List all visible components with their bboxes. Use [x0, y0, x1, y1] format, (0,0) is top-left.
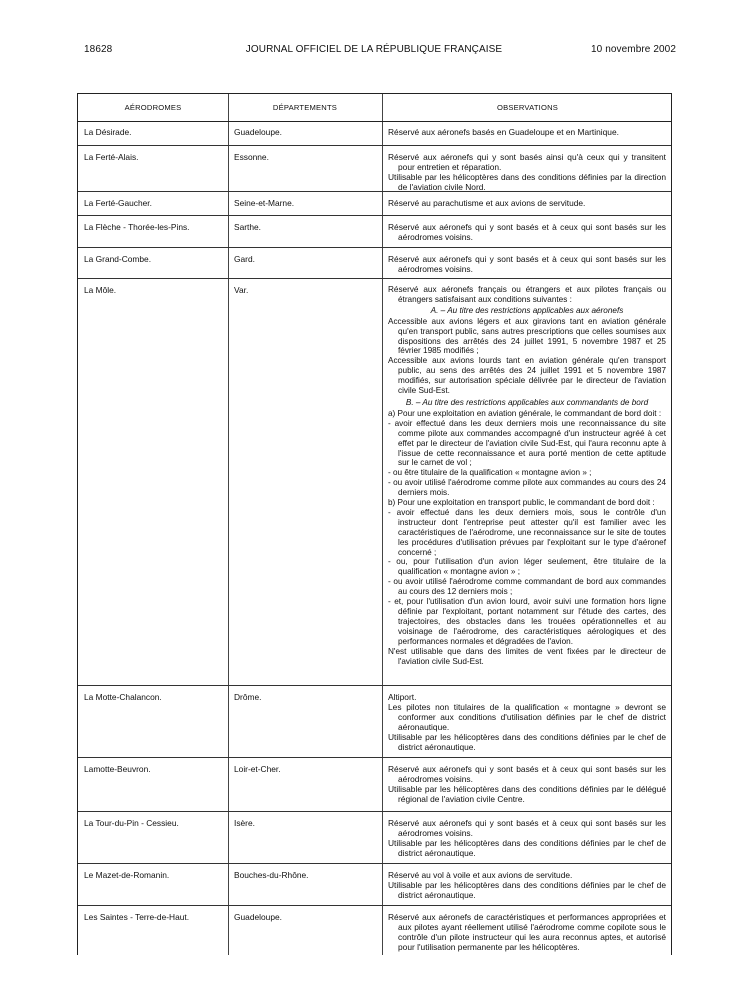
table-row	[78, 216, 671, 248]
departement-name: Guadeloupe.	[234, 127, 282, 137]
observations	[388, 127, 666, 137]
observation-line: Réservé aux aéronefs qui y sont basés et à ceux qui sont basés sur les aérodromes voisins.	[388, 254, 666, 274]
departement-name: Seine-et-Marne.	[234, 198, 295, 208]
observation-line: Utilisable par les hélicoptères dans des conditions définies par le délégué régional de l'aviation civile Centre.	[388, 784, 666, 804]
observation-line: Les pilotes non titulaires de la qualification « montagne » devront se conformer aux conditions d'utilisation définies par le chef de district aéronautique.	[388, 702, 666, 732]
observation-line: Réservé aux aéronefs français ou étrangers et aux pilotes français ou étrangers satisfaisant aux conditions suivantes :	[388, 285, 666, 304]
observation-line: b) Pour une exploitation en transport public, le commandant de bord doit :	[388, 498, 655, 508]
observation-line: - ou être titulaire de la qualification « montagne avion » ;	[388, 468, 592, 478]
observation-subheading: B. – Au titre des restrictions applicables aux commandants de bord	[405, 397, 649, 407]
aerodromes-table	[77, 93, 672, 955]
observation-line: - et, pour l'utilisation d'un avion lourd, avoir suivi une formation hors ligne définie par l'exploitant, portant notamment sur l'étude des cartes, des trajectoires, des obstacles dans les trouées opérationnelles et au voisinage de l'aérodrome, des caractéristiques aérologiques et des performances normales et dégradées de l'avion.	[388, 597, 666, 646]
observation-line: Accessible aux avions légers et aux giravions tant en aviation générale qu'en transport public, sans autres prescriptions que celles soumises aux dispositions des arrêtés des 24 juillet 1991, 5 novembre 1987 et 25 février 1985 modifiés ;	[388, 316, 666, 356]
column-header-aerodromes: AÉRODROMES	[124, 103, 182, 112]
table-row	[78, 758, 671, 812]
observation-line: Réservé au vol à voile et aux avions de servitude.	[388, 870, 573, 880]
column-header-observations: OBSERVATIONS	[496, 103, 559, 112]
aerodrome-name: La Grand-Combe.	[84, 254, 152, 264]
observation-line: Altiport.	[388, 692, 417, 702]
table-row	[78, 121, 671, 146]
table-row	[78, 812, 671, 864]
aerodrome-name: La Ferté-Gaucher.	[84, 198, 152, 208]
table-row	[78, 686, 671, 758]
aerodrome-name: La Motte-Chalancon.	[84, 692, 162, 702]
departement-name: Guadeloupe.	[234, 912, 282, 922]
observation-line: Réservé aux aéronefs qui y sont basés et à ceux qui sont basés sur les aérodromes voisins.	[388, 818, 666, 838]
aerodrome-name: La Môle.	[84, 285, 117, 295]
aerodrome-name: La Ferté-Alais.	[84, 152, 139, 162]
aerodrome-name: Les Saintes - Terre-de-Haut.	[84, 912, 190, 922]
observation-line: Réservé aux aéronefs basés en Guadeloupe et en Martinique.	[388, 127, 619, 137]
observation-line: a) Pour une exploitation en aviation générale, le commandant de bord doit :	[388, 408, 662, 418]
observations	[388, 764, 666, 804]
journal-title: JOURNAL OFFICIEL DE LA RÉPUBLIQUE FRANÇAISE	[245, 44, 503, 55]
observation-line: Utilisable par les hélicoptères dans des conditions définies par le chef de district aéronautique.	[388, 732, 666, 752]
observations	[388, 285, 666, 666]
observations	[388, 198, 666, 208]
aerodrome-name: Lamotte-Beuvron.	[84, 764, 151, 774]
table-row	[78, 279, 671, 686]
departement-name: Gard.	[234, 254, 255, 264]
departement-name: Bouches-du-Rhône.	[234, 870, 309, 880]
departement-name: Drôme.	[234, 692, 262, 702]
table-row	[78, 146, 671, 192]
observation-line: - ou, pour l'utilisation d'un avion léger seulement, être titulaire de la qualification « montagne avion » ;	[388, 557, 666, 577]
observation-line: Accessible aux avions lourds tant en aviation générale qu'en transport public, au sens des arrêtés des 24 juillet 1991 et 5 novembre 1987 modifiés, sur autorisation spéciale délivrée par le directeur de l'aviation civile Sud-Est.	[388, 356, 666, 396]
observations	[388, 692, 666, 752]
observation-subheading: A. – Au titre des restrictions applicables aux aéronefs	[430, 305, 624, 315]
observations	[388, 152, 666, 192]
observations	[388, 818, 666, 858]
column-header-departements: DÉPARTEMENTS	[272, 103, 338, 112]
table-header	[78, 94, 671, 122]
observation-line: - ou avoir utilisé l'aérodrome comme commandant de bord aux commandes au cours des 12 derniers mois ;	[388, 577, 666, 597]
observation-line: Utilisable par les hélicoptères dans des conditions définies par le chef de district aéronautique.	[388, 880, 666, 900]
departement-name: Var.	[234, 285, 249, 295]
departement-name: Sarthe.	[234, 222, 262, 232]
departement-name: Isère.	[234, 818, 255, 828]
observation-line: - avoir effectué dans les deux derniers mois, sous le contrôle d'un instructeur dont l'entreprise peut attester qu'il est familier avec les caractéristiques de l'aérodrome, une reconnaissance sur le site de toutes les procédures d'utilisation prévues par l'exploitant sur le type d'aéronef concerné ;	[388, 507, 666, 557]
observation-line: N'est utilisable que dans des limites de vent fixées par le directeur de l'aviation civile Sud-Est.	[388, 646, 666, 666]
observation-line: Réservé aux aéronefs qui y sont basés ainsi qu'à ceux qui y transitent pour entretien et réparation.	[388, 152, 666, 172]
table-row	[78, 906, 671, 956]
observation-line: - ou avoir utilisé l'aérodrome comme pilote aux commandes au cours des 24 derniers mois.	[388, 478, 666, 498]
observations	[388, 912, 666, 952]
aerodrome-name: La Flèche - Thorée-les-Pins.	[84, 222, 190, 232]
table-row	[78, 864, 671, 906]
aerodrome-name: La Désirade.	[84, 127, 132, 137]
observations	[388, 254, 666, 274]
aerodrome-name: Le Mazet-de-Romanin.	[84, 870, 170, 880]
observation-line: Réservé au parachutisme et aux avions de servitude.	[388, 198, 586, 208]
observation-line: Réservé aux aéronefs de caractéristiques et performances appropriées et aux pilotes ayant réellement utilisé l'aérodrome comme copilote sous le contrôle d'un pilote instructeur qui les aura reconnus aptes, et autorisé pour l'utilisation permanente par les hélicoptères.	[388, 912, 666, 952]
observations	[388, 870, 666, 900]
aerodrome-name: La Tour-du-Pin - Cessieu.	[84, 818, 179, 828]
departement-name: Essonne.	[234, 152, 269, 162]
departement-name: Loir-et-Cher.	[234, 764, 281, 774]
observation-line: Réservé aux aéronefs qui y sont basés et à ceux qui sont basés sur les aérodromes voisins.	[388, 764, 666, 784]
observation-line: Utilisable par les hélicoptères dans des conditions définies par la direction de l'aviation civile Nord.	[388, 172, 666, 192]
observation-line: Réservé aux aéronefs qui y sont basés et à ceux qui sont basés sur les aérodromes voisins.	[388, 222, 666, 242]
page-number: 18628	[84, 44, 113, 55]
observation-line: Utilisable par les hélicoptères dans des conditions définies par le chef de district aéronautique.	[388, 838, 666, 858]
table-row	[78, 192, 671, 216]
publication-date: 10 novembre 2002	[591, 44, 676, 55]
observation-line: - avoir effectué dans les deux derniers mois une reconnaissance du site comme pilote aux commandes accompagné d'un instructeur agréé à cet effet par le directeur de l'aviation civile Sud-Est, qui l'aura reconnu apte à l'issue de cette reconnaissance et aura porté mention de cette aptitude sur le carnet de vol ;	[388, 418, 666, 468]
table-row	[78, 248, 671, 279]
observations	[388, 222, 666, 242]
